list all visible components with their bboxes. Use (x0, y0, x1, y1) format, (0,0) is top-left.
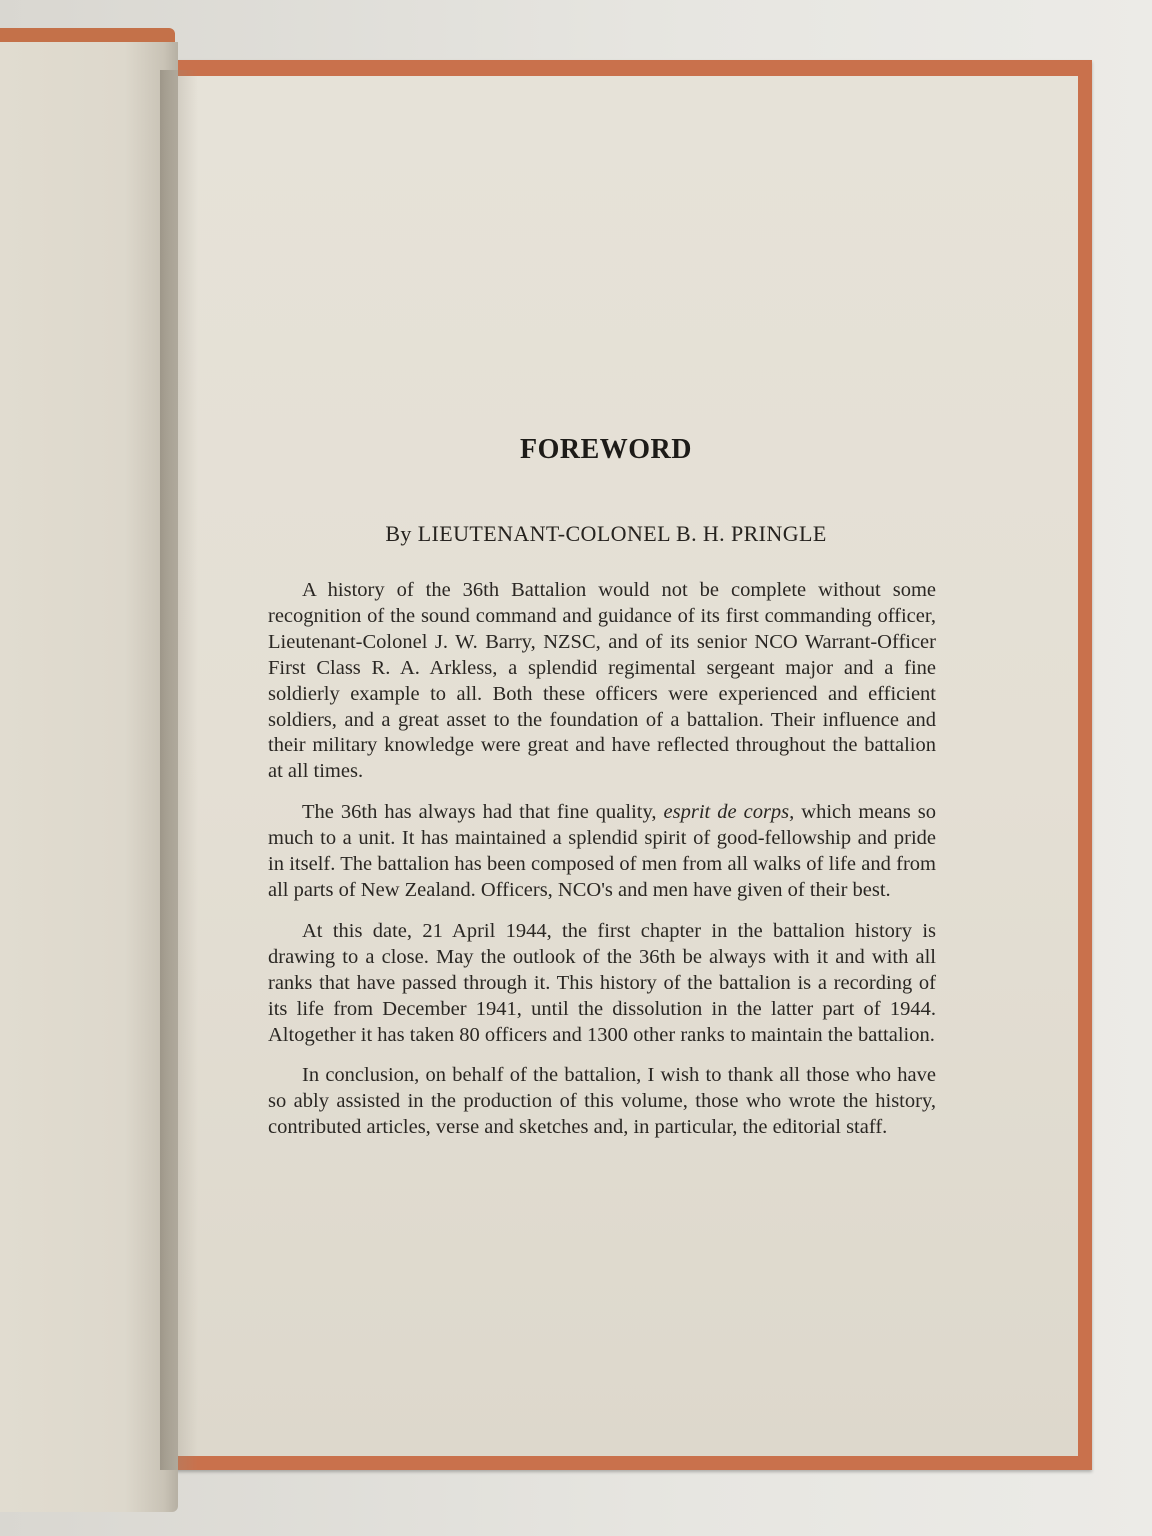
paragraph-4: In conclusion, on behalf of the battalion, I wish to thank all those who have so ably assisted in the production of this volume, those who wrote the history, contributed articles, verse and sketches and, in particular, the editorial staff. (268, 1064, 936, 1139)
paragraph-3: At this date, 21 April 1944, the first chapter in the battalion history is drawing to a close. May the outlook of the 36th be always with it and with all ranks that have passed through it. This history of the battalion is a recording of its life from December 1941, until the dissolution in the latter part of 1944. Altogether it has taken 80 officers and 1300 other ranks to maintain the battalion. (268, 919, 936, 1046)
paragraph-2-start: The 36th has always had that fine quality, (302, 801, 664, 824)
paragraph-2-end: which means so much to a unit. It has maintained a splendid spirit of good-fellowship and pride in itself. The battalion has been composed of men from all walks of life and from all parts of New Zealand. Officers, NCO's and men have given of their best. (268, 801, 936, 901)
paragraph-2-italic: esprit de corps, (663, 801, 795, 824)
paragraph-2 (268, 800, 936, 904)
page-title: FOREWORD (520, 434, 692, 465)
left-page (0, 42, 178, 1512)
foreword-body (268, 578, 936, 1156)
right-page (178, 76, 1078, 1456)
author-byline: By LIEUTENANT-COLONEL B. H. PRINGLE (385, 521, 827, 546)
paragraph-1: A history of the 36th Battalion would not be complete without some recognition of the sound command and guidance of its first commanding officer, Lieutenant-Colonel J. W. Barry, NZSC, and of its senior NCO Warrant-Officer First Class R. A. Arkless, a splendid regimental sergeant major and a fine soldierly example to all. Both these officers were experienced and efficient soldiers, and a great asset to the foundation of a battalion. Their influence and their military knowledge were great and have reflected throughout the battalion at all times. (268, 579, 936, 783)
book-gutter-shadow (160, 70, 198, 1470)
